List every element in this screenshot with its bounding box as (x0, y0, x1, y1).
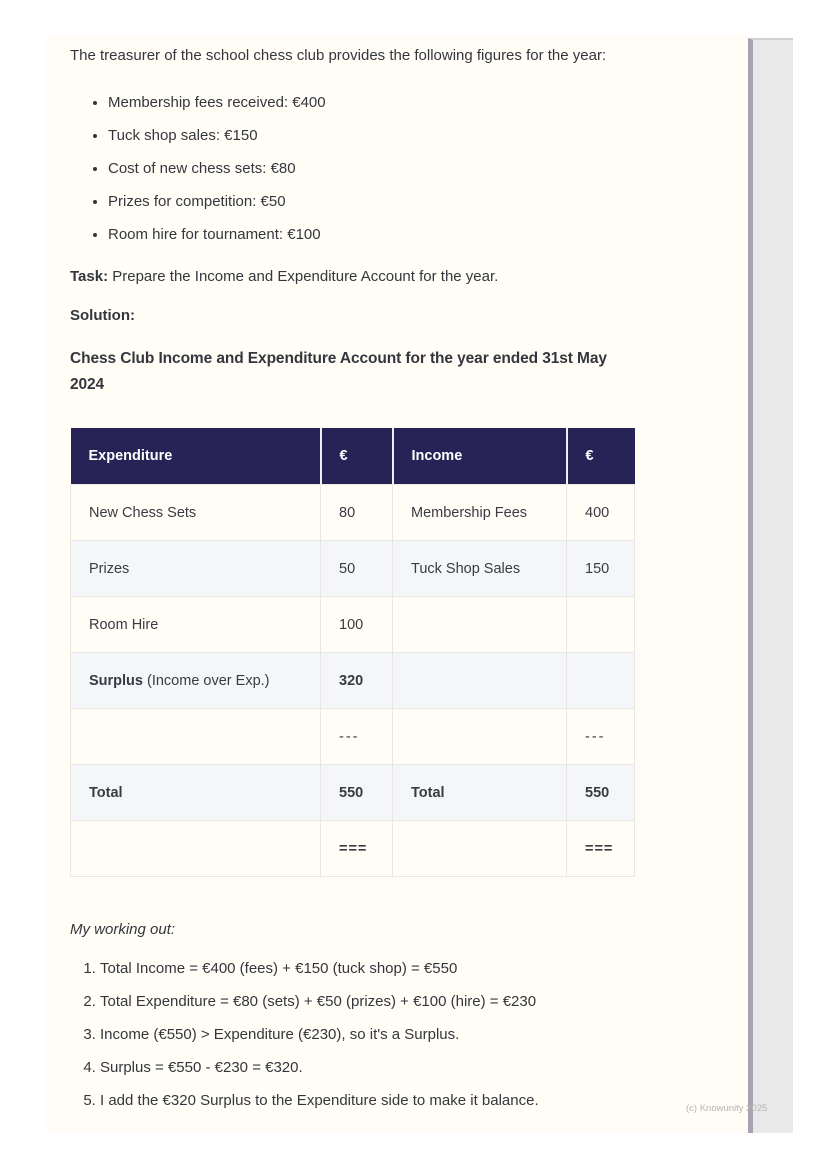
table-row-rule (71, 709, 635, 765)
cell-income-item (393, 597, 567, 653)
table-row (71, 541, 635, 597)
working-step: 1. Total Income = €400 (fees) + €150 (tuck shop) = €550 (100, 952, 633, 985)
cell-expenditure-item: Prizes (71, 541, 321, 597)
cell-surplus-amount: 320 (321, 653, 393, 709)
list-item: • Room hire for tournament: €100 (108, 218, 633, 251)
working-step: 3. Income (€550) > Expenditure (€230), so it's a Surplus. (100, 1018, 633, 1051)
header-euro-right: € (567, 428, 635, 485)
cell-total-amount: 550 (321, 765, 393, 821)
working-out-heading: My working out: (70, 921, 176, 938)
cell-empty (71, 821, 321, 877)
working-steps-list (70, 952, 633, 1117)
table-row-total (71, 765, 635, 821)
working-step: 4. Surplus = €550 - €230 = €320. (100, 1051, 633, 1084)
cell-rule-dashes: --- (321, 709, 393, 765)
cell-income-item: Tuck Shop Sales (393, 541, 567, 597)
cell-income-item: Membership Fees (393, 485, 567, 541)
task-line (70, 260, 633, 293)
header-income: Income (393, 428, 567, 485)
cell-total-label: Total (71, 765, 321, 821)
cell-rule-dashes: --- (567, 709, 635, 765)
working-step: 5. I add the €320 Surplus to the Expenditure side to make it balance. (100, 1084, 633, 1117)
cell-empty (71, 709, 321, 765)
cell-empty (393, 821, 567, 877)
working-step: 2. Total Expenditure = €80 (sets) + €50 (prizes) + €100 (hire) = €230 (100, 985, 633, 1018)
cell-rule-equals: === (567, 821, 635, 877)
cell-expenditure-amount: 50 (321, 541, 393, 597)
cell-rule-equals: === (321, 821, 393, 877)
cell-income-amount (567, 597, 635, 653)
scrollbar-track[interactable] (748, 38, 793, 1133)
list-item: • Membership fees received: €400 (108, 86, 633, 119)
cell-empty (393, 709, 567, 765)
table-row-surplus (71, 653, 635, 709)
list-item: • Cost of new chess sets: €80 (108, 152, 633, 185)
cell-expenditure-item: Room Hire (71, 597, 321, 653)
cell-expenditure-amount: 80 (321, 485, 393, 541)
copyright-watermark: (c) Knowunity 2025 (686, 1103, 768, 1114)
cell-surplus-label (71, 653, 321, 709)
account-title: Chess Club Income and Expenditure Account for the year ended 31st May 2024 (70, 350, 607, 393)
header-expenditure: Expenditure (71, 428, 321, 485)
document-page (45, 35, 748, 1133)
cell-total-label: Total (393, 765, 567, 821)
table-row (71, 485, 635, 541)
surplus-bold: Surplus (89, 672, 143, 689)
list-item: • Prizes for competition: €50 (108, 185, 633, 218)
header-euro-left: € (321, 428, 393, 485)
cell-income-amount (567, 653, 635, 709)
cell-total-amount: 550 (567, 765, 635, 821)
table-header-row (71, 428, 635, 485)
cell-expenditure-amount: 100 (321, 597, 393, 653)
figures-list (70, 86, 633, 251)
document-content (45, 35, 633, 1117)
table-row-double-rule (71, 821, 635, 877)
task-label: Task: (70, 268, 109, 285)
cell-expenditure-item: New Chess Sets (71, 485, 321, 541)
income-expenditure-table (70, 428, 635, 877)
cell-income-amount: 400 (567, 485, 635, 541)
table-row (71, 597, 635, 653)
task-text: Prepare the Income and Expenditure Account for the year. (108, 268, 499, 285)
cell-income-amount: 150 (567, 541, 635, 597)
list-item: • Tuck shop sales: €150 (108, 119, 633, 152)
cell-income-item (393, 653, 567, 709)
intro-paragraph: The treasurer of the school chess club provides the following figures for the year: (70, 47, 607, 64)
solution-label: Solution: (70, 307, 135, 324)
surplus-rest: (Income over Exp.) (142, 672, 270, 689)
